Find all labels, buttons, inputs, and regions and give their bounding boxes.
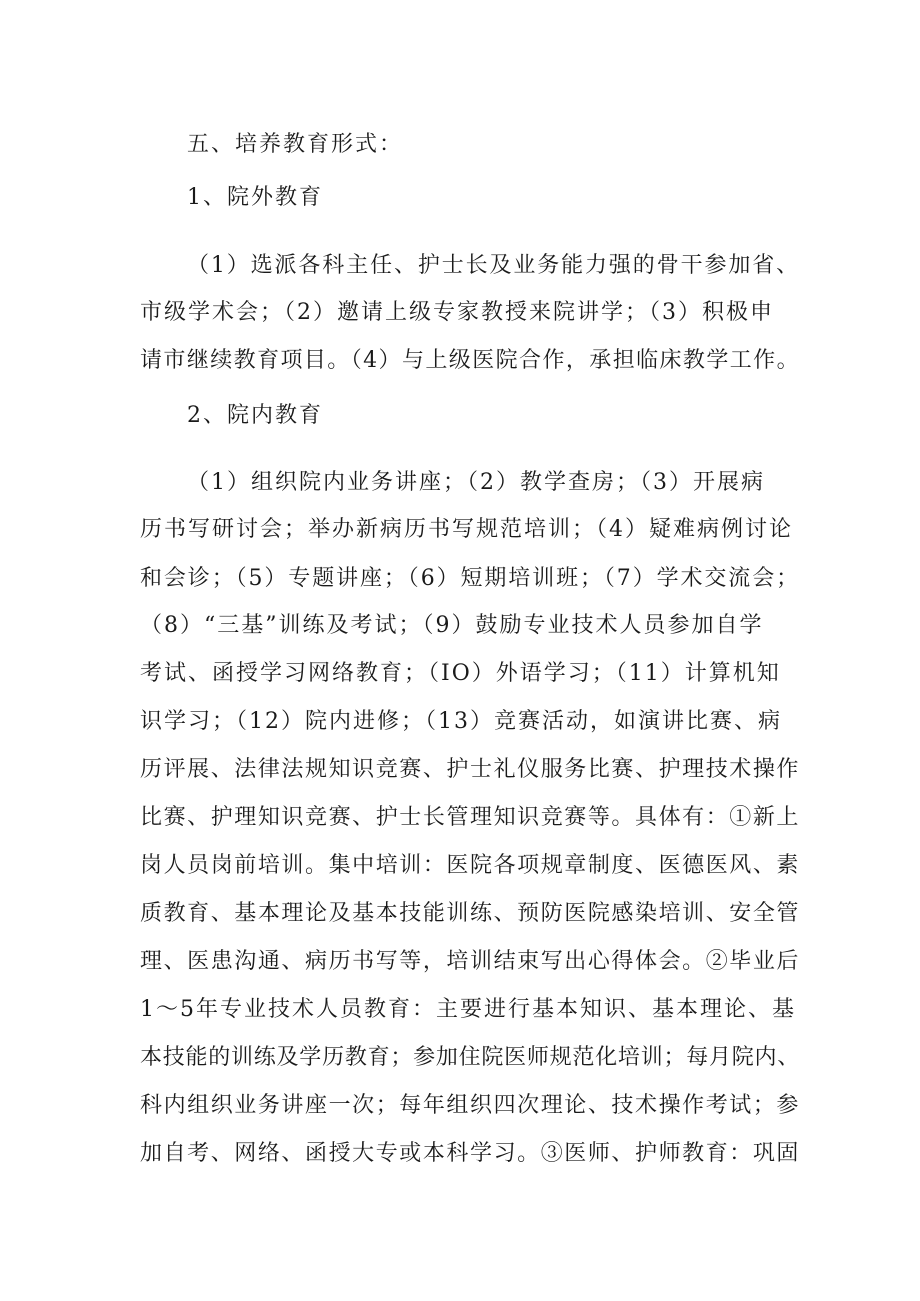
paragraph-line: 历评展、法律法规知识竞赛、护士礼仪服务比赛、护理技术操作 xyxy=(140,757,801,782)
paragraph-line: （1）组织院内业务讲座；（2）教学查房；（3）开展病 xyxy=(187,470,765,495)
paragraph-line: 市级学术会；（2）邀请上级专家教授来院讲学；（3）积极申 xyxy=(140,300,774,325)
paragraph-line: 加自考、网络、函授大专或本科学习。③医师、护师教育：巩固 xyxy=(140,1141,801,1166)
paragraph-line: 质教育、基本理论及基本技能训练、预防医院感染培训、安全管 xyxy=(140,901,801,926)
paragraph-line: 1～5年专业技术人员教育：主要进行基本知识、基本理论、基 xyxy=(140,997,796,1022)
paragraph-line: 本技能的训练及学历教育；参加住院医师规范化培训；每月院内、 xyxy=(140,1045,801,1070)
paragraph-line: 历书写研讨会；举办新病历书写规范培训；（4）疑难病例讨论 xyxy=(140,517,793,542)
paragraph-line: 岗人员岗前培训。集中培训：医院各项规章制度、医德医风、素 xyxy=(140,853,801,878)
paragraph-line: 科内组织业务讲座一次；每年组织四次理论、技术操作考试；参 xyxy=(140,1093,801,1118)
paragraph-line: 比赛、护理知识竞赛、护士长管理知识竞赛等。具体有：①新上 xyxy=(140,805,801,830)
paragraph-line: 请市继续教育项目。（4）与上级医院合作，承担临床教学工作。 xyxy=(140,348,800,373)
paragraph-line: （8）“三基”训练及考试；（9）鼓励专业技术人员参加自学 xyxy=(140,613,764,638)
section-heading: 五、培养教育形式： xyxy=(187,132,404,157)
paragraph-line: 考试、函授学习网络教育；（IO）外语学习；（11）计算机知 xyxy=(140,661,781,686)
paragraph-line: 和会诊；（5）专题讲座；（6）短期培训班；（7）学术交流会； xyxy=(140,566,800,591)
paragraph-line: 识学习；（12）院内进修；（13）竞赛活动，如演讲比赛、病 xyxy=(140,709,782,734)
subsection-title-inside: 2、院内教育 xyxy=(187,403,323,428)
paragraph-line: （1）选派各科主任、护士长及业务能力强的骨干参加省、 xyxy=(187,253,800,278)
paragraph-line: 理、医患沟通、病历书写等，培训结束写出心得体会。②毕业后 xyxy=(140,949,801,974)
subsection-title-outside: 1、院外教育 xyxy=(187,185,323,210)
